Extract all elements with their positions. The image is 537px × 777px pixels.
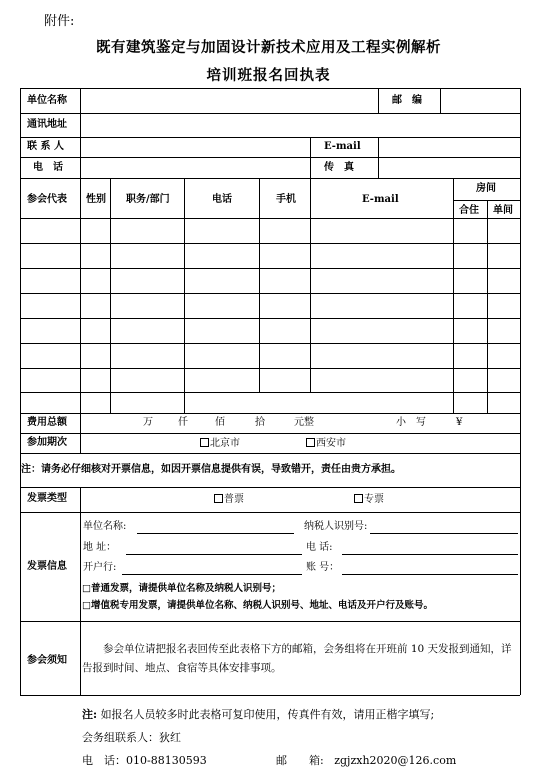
invoice-warning: 注：请务必仔细核对开票信息，如因开票信息提供有误，导致错开，责任由贵方承担。	[21, 464, 401, 475]
table-rule	[20, 433, 520, 434]
invoice-address-label: 地 址：	[83, 542, 117, 553]
fee-unit-qian: 仟	[178, 417, 188, 428]
invoice-phone-field[interactable]	[342, 554, 518, 555]
attendee-header-gender: 性别	[86, 194, 106, 205]
table-rule	[20, 243, 520, 244]
invoice-unit-name-label: 单位名称:	[83, 521, 127, 532]
footer-phone: 电 话：010-88130593	[82, 754, 207, 767]
table-border	[520, 88, 521, 695]
invoice-option-normal[interactable]: □普通发票，请提供单位名称及纳税人识别号；	[82, 583, 281, 594]
table-rule	[20, 413, 520, 414]
notice-label: 参会须知	[27, 655, 67, 666]
table-rule	[20, 318, 520, 319]
invoice-phone-label: 电 话:	[306, 542, 333, 553]
table-rule	[20, 293, 520, 294]
attendee-header-email: E-mail	[362, 194, 399, 205]
footer-note: 注: 如报名人员较多时此表格可复印使用，传真件有效，请用正楷字填写;	[82, 708, 435, 721]
checkbox-icon[interactable]	[214, 494, 223, 503]
lowercase-label: 小 写	[396, 417, 426, 428]
table-rule	[20, 343, 520, 344]
fax-label: 传 真	[324, 162, 354, 173]
table-rule	[20, 137, 520, 138]
attendee-header-phone: 电话	[212, 194, 232, 205]
yuan-symbol: ¥	[456, 417, 463, 428]
fee-unit-wan: 万	[143, 417, 153, 428]
invoice-bank-field[interactable]	[122, 574, 302, 575]
invoice-option-vat[interactable]: □增值税专用发票，请提供单位名称、纳税人识别号、地址、电话及开户行及账号。	[82, 600, 433, 611]
table-rule	[20, 218, 520, 219]
invoice-type-normal[interactable]: 普票	[214, 494, 244, 505]
fee-total-label: 费用总额	[27, 417, 67, 428]
contact-label: 联 系 人	[27, 141, 64, 152]
table-rule	[259, 178, 260, 392]
table-rule	[20, 268, 520, 269]
table-rule	[378, 137, 379, 178]
table-rule	[440, 88, 441, 113]
checkbox-icon[interactable]	[306, 438, 315, 447]
email-label: E-mail	[324, 141, 361, 152]
footer-contact: 会务组联系人：狄红	[82, 731, 181, 744]
period-option-beijing[interactable]: 北京市	[200, 438, 240, 449]
attendee-header-mobile: 手机	[276, 194, 296, 205]
attachment-label: 附件:	[44, 14, 75, 29]
table-rule	[20, 512, 520, 513]
room-shared-label: 合住	[459, 205, 479, 216]
invoice-tax-id-field[interactable]	[370, 533, 518, 534]
table-rule	[487, 200, 488, 414]
table-rule	[20, 157, 520, 158]
table-rule	[453, 178, 454, 413]
checkbox-icon[interactable]	[354, 494, 363, 503]
table-rule	[80, 487, 81, 695]
period-label: 参加期次	[27, 437, 67, 448]
table-rule	[310, 137, 311, 178]
table-border	[20, 88, 520, 89]
table-rule	[20, 621, 520, 622]
table-border	[20, 695, 520, 696]
table-rule	[110, 178, 111, 413]
invoice-account-label: 账 号：	[306, 562, 340, 573]
address-label: 通讯地址	[27, 119, 67, 130]
footer-email: 邮 箱: zgjzxh2020@126.com	[276, 754, 457, 767]
notice-text: 参会单位请把报名表回传至此表格下方的邮箱，会务组将在开班前 10 天发报到通知，详告报到时间、地点、食宿等具体安排事项。	[82, 643, 512, 674]
table-rule	[80, 88, 81, 453]
unit-name-label: 单位名称	[27, 95, 67, 106]
postcode-label: 邮 编	[392, 95, 422, 106]
checkbox-icon[interactable]	[200, 438, 209, 447]
phone-label: 电 话	[33, 162, 63, 173]
period-option-xian[interactable]: 西安市	[306, 438, 346, 449]
form-title: 培训班报名回执表	[206, 67, 331, 84]
table-rule	[20, 113, 520, 114]
attendee-header-dept: 职务/部门	[126, 194, 170, 205]
invoice-unit-name-field[interactable]	[137, 533, 294, 534]
table-rule	[20, 487, 520, 488]
table-border	[20, 88, 21, 695]
invoice-info-label: 发票信息	[27, 561, 67, 572]
table-rule	[310, 178, 311, 392]
table-rule	[20, 368, 520, 369]
room-single-label: 单间	[493, 205, 513, 216]
room-label: 房间	[476, 183, 496, 194]
document-title: 既有建筑鉴定与加固设计新技术应用及工程实例解析	[96, 39, 441, 56]
table-rule	[184, 178, 185, 413]
invoice-type-label: 发票类型	[27, 493, 67, 504]
invoice-address-field[interactable]	[126, 554, 302, 555]
invoice-tax-id-label: 纳税人识别号:	[304, 521, 368, 532]
table-rule	[20, 453, 520, 454]
fee-unit-bai: 佰	[215, 417, 225, 428]
invoice-type-special[interactable]: 专票	[354, 494, 384, 505]
invoice-account-field[interactable]	[342, 574, 518, 575]
table-rule	[20, 392, 520, 393]
table-rule	[20, 178, 520, 179]
fee-unit-yuan: 元整	[294, 417, 314, 428]
table-rule	[378, 88, 379, 113]
invoice-bank-label: 开户行:	[83, 562, 117, 573]
fee-unit-shi: 拾	[255, 417, 265, 428]
attendee-header-rep: 参会代表	[27, 194, 67, 205]
